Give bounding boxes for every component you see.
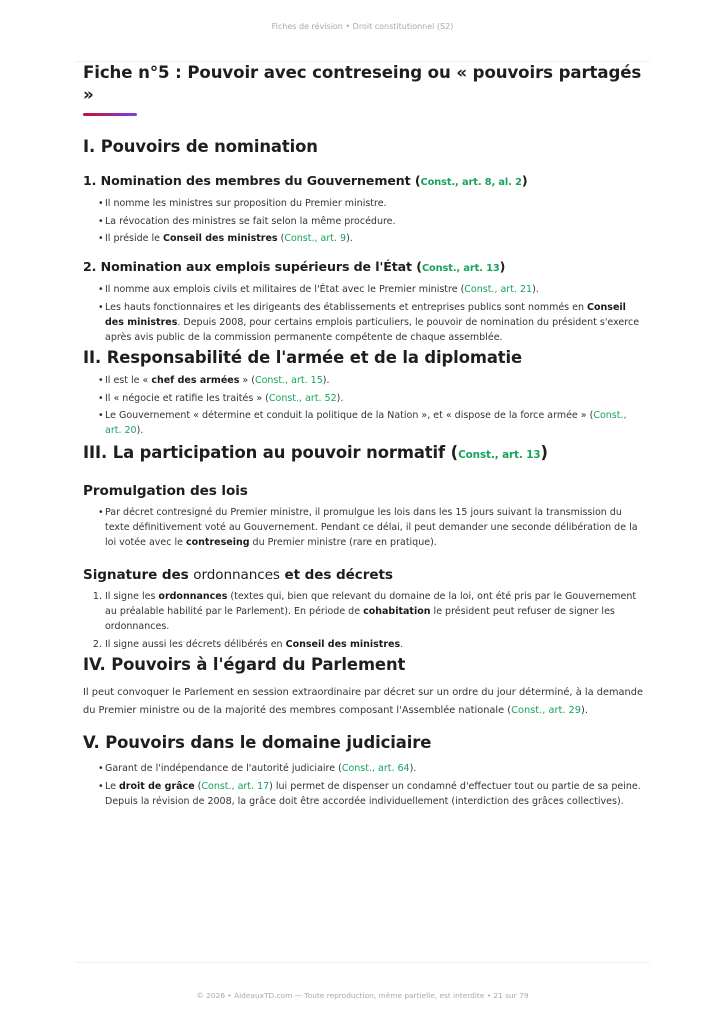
text: Par décret contresigné du Premier ministre, il promulgue les lois dans les 15 jours suivant la transmission du texte définitivement voté au Gouvernement. Pendant ce délai, il peut demander une seconde délibération de la loi votée avec le: [105, 507, 638, 548]
list-item: • Il est le « chef des armées » (Const., art. 15).: [105, 373, 643, 388]
reference-link[interactable]: Const., art. 13: [458, 449, 541, 461]
text: Signature des: [83, 567, 194, 583]
reference-link[interactable]: Const., art. 8, al. 2: [420, 177, 522, 188]
text: Garant de l'indépendance de l'autorité judiciaire: [105, 763, 336, 774]
signature-list: [83, 589, 643, 652]
text: lui permet de dispenser un condamné d'effectuer tout ou partie de sa peine. Depuis la révision de 2008, la grâce doit être accordée individuellement (interdiction des grâces collectives).: [105, 780, 641, 807]
bold-term: ordonnances: [158, 591, 228, 602]
text: (textes qui, bien que relevant du domaine de la loi, ont été pris par le Gouvernement au préalable habilité par le Parlement). En période de: [105, 591, 637, 617]
list-item: • La révocation des ministres se fait selon la même procédure.: [105, 214, 643, 229]
list-item: [105, 637, 643, 652]
list-item: [105, 300, 643, 345]
bold-term: Conseil des ministres: [163, 233, 278, 244]
list-item: • Il préside le Conseil des ministres (Const., art. 9).: [105, 231, 643, 246]
text: le président peut refuser de signer les ordonnances.: [105, 606, 615, 632]
footer-divider: [75, 962, 650, 963]
text: »: [239, 375, 249, 386]
bold-term: Conseil des ministres: [285, 638, 401, 650]
section-2-title: II. Responsabilité de l'armée et de la diplomatie: [83, 348, 523, 367]
text: Il « négocie et ratifie les traités »: [105, 392, 263, 404]
bold-term: cohabitation: [363, 606, 431, 617]
text: .: [400, 638, 404, 650]
title-accent-bar: [83, 113, 137, 116]
document-content: [83, 62, 643, 811]
section-5-list: [83, 761, 643, 809]
text: et des décrets: [279, 567, 393, 583]
bold-term: chef des armées: [151, 375, 240, 386]
list-item: • Il nomme aux emplois civils et militaires de l'État avec le Premier ministre (Const., art. 21).: [105, 282, 643, 297]
text: . Depuis 2008, pour certains emplois particuliers, le pouvoir de nomination du président s'exerce après avis public de la commission permanente compétente de chaque assemblée.: [105, 316, 640, 343]
text: Le Gouvernement « détermine et conduit la politique de la Nation », et « dispose de la force armée »: [105, 410, 587, 421]
text: Il peut convoquer le Parlement en session extraordinaire par décret sur un ordre du jour déterminé, à la demande du Premier ministre ou de la majorité des membres composant l'Assemblée nationale: [83, 687, 643, 716]
list-item: [105, 589, 643, 634]
subsection-1-2-text: 2. Nomination aux emplois supérieurs de l'État: [83, 259, 412, 274]
list-item: • Il « négocie et ratifie les traités » (Const., art. 52).: [105, 391, 643, 406]
text: du Premier ministre (rare en pratique).: [249, 537, 437, 548]
reference-link[interactable]: Const., art. 13: [421, 263, 500, 274]
bold-term: contreseing: [186, 537, 250, 548]
section-3-text: III. La participation au pouvoir normatif: [83, 443, 446, 462]
reference-link[interactable]: Const., art. 64: [341, 763, 410, 774]
reference-link[interactable]: Const., art. 52: [268, 392, 337, 404]
text: Il signe les: [105, 591, 159, 602]
text: Il préside le: [105, 233, 164, 244]
list-item: [105, 505, 643, 550]
page-header: Fiches de révision • Droit constitutionnel (S2): [271, 22, 454, 31]
text: ordonnances: [193, 567, 280, 583]
section-5-title: V. Pouvoirs dans le domaine judiciaire: [83, 733, 432, 752]
subsection-1-1-list: [83, 196, 643, 246]
bold-term: droit de grâce: [119, 780, 195, 792]
page-footer: © 2026 • AideauxTD.com — Toute reproduction, même partielle, est interdite • 21 sur 79: [196, 991, 529, 1000]
section-4-title: IV. Pouvoirs à l'égard du Parlement: [83, 655, 406, 674]
text: Il est le «: [105, 375, 152, 386]
section-1-title: I. Pouvoirs de nomination: [83, 137, 318, 156]
subsection-1-2-title: 2. Nomination aux emplois supérieurs de l'État (Const., art. 13): [83, 259, 506, 274]
text: Il nomme aux emplois civils et militaires de l'État avec le Premier ministre: [105, 284, 458, 295]
signature-title: [83, 566, 643, 584]
text: Il signe aussi les décrets délibérés en: [105, 638, 286, 650]
section-4-paragraph: Il peut convoquer le Parlement en session extraordinaire par décret sur un ordre du jour déterminé, à la demande du Premier ministre ou de la majorité des membres composant l'Assemblée nationale (Const., art. 29).: [83, 687, 643, 716]
reference-link[interactable]: Const., art. 17: [201, 780, 270, 792]
subsection-1-2-list: [83, 282, 643, 345]
list-item: • Il nomme les ministres sur proposition du Premier ministre.: [105, 196, 643, 211]
text: Le: [105, 780, 119, 792]
section-3-title: III. La participation au pouvoir normatif (Const., art. 13): [83, 443, 548, 462]
section-2-list: [83, 373, 643, 438]
list-item: • Garant de l'indépendance de l'autorité judiciaire (Const., art. 64).: [105, 761, 643, 776]
bold-term: Conseil des ministres: [105, 301, 626, 328]
reference-link[interactable]: Const., art. 21: [464, 284, 533, 295]
reference-link[interactable]: Const., art. 15: [254, 375, 323, 386]
subsection-1-1-text: 1. Nomination des membres du Gouvernement: [83, 173, 411, 188]
promulgation-list: [83, 505, 643, 550]
promulgation-title: Promulgation des lois: [83, 483, 248, 499]
text: Les hauts fonctionnaires et les dirigeants des établissements et entreprises publics sont nommés en: [105, 301, 588, 313]
page-title: Fiche n°5 : Pouvoir avec contreseing ou « pouvoirs partagés »: [83, 63, 642, 104]
list-item: • Le droit de grâce (Const., art. 17) lui permet de dispenser un condamné d'effectuer tout ou partie de sa peine. Depuis la révision de 2008, la grâce doit être accordée individuellement (interdiction des grâces collectives).: [105, 779, 643, 809]
reference-link[interactable]: Const., art. 9: [284, 233, 347, 244]
list-item: • Le Gouvernement « détermine et conduit la politique de la Nation », et « dispose de la force armée » (Const., art. 20).: [105, 408, 643, 438]
reference-link[interactable]: Const., art. 20: [105, 410, 627, 436]
reference-link[interactable]: Const., art. 29: [511, 705, 582, 716]
subsection-1-1-title: 1. Nomination des membres du Gouvernement (Const., art. 8, al. 2): [83, 173, 528, 188]
